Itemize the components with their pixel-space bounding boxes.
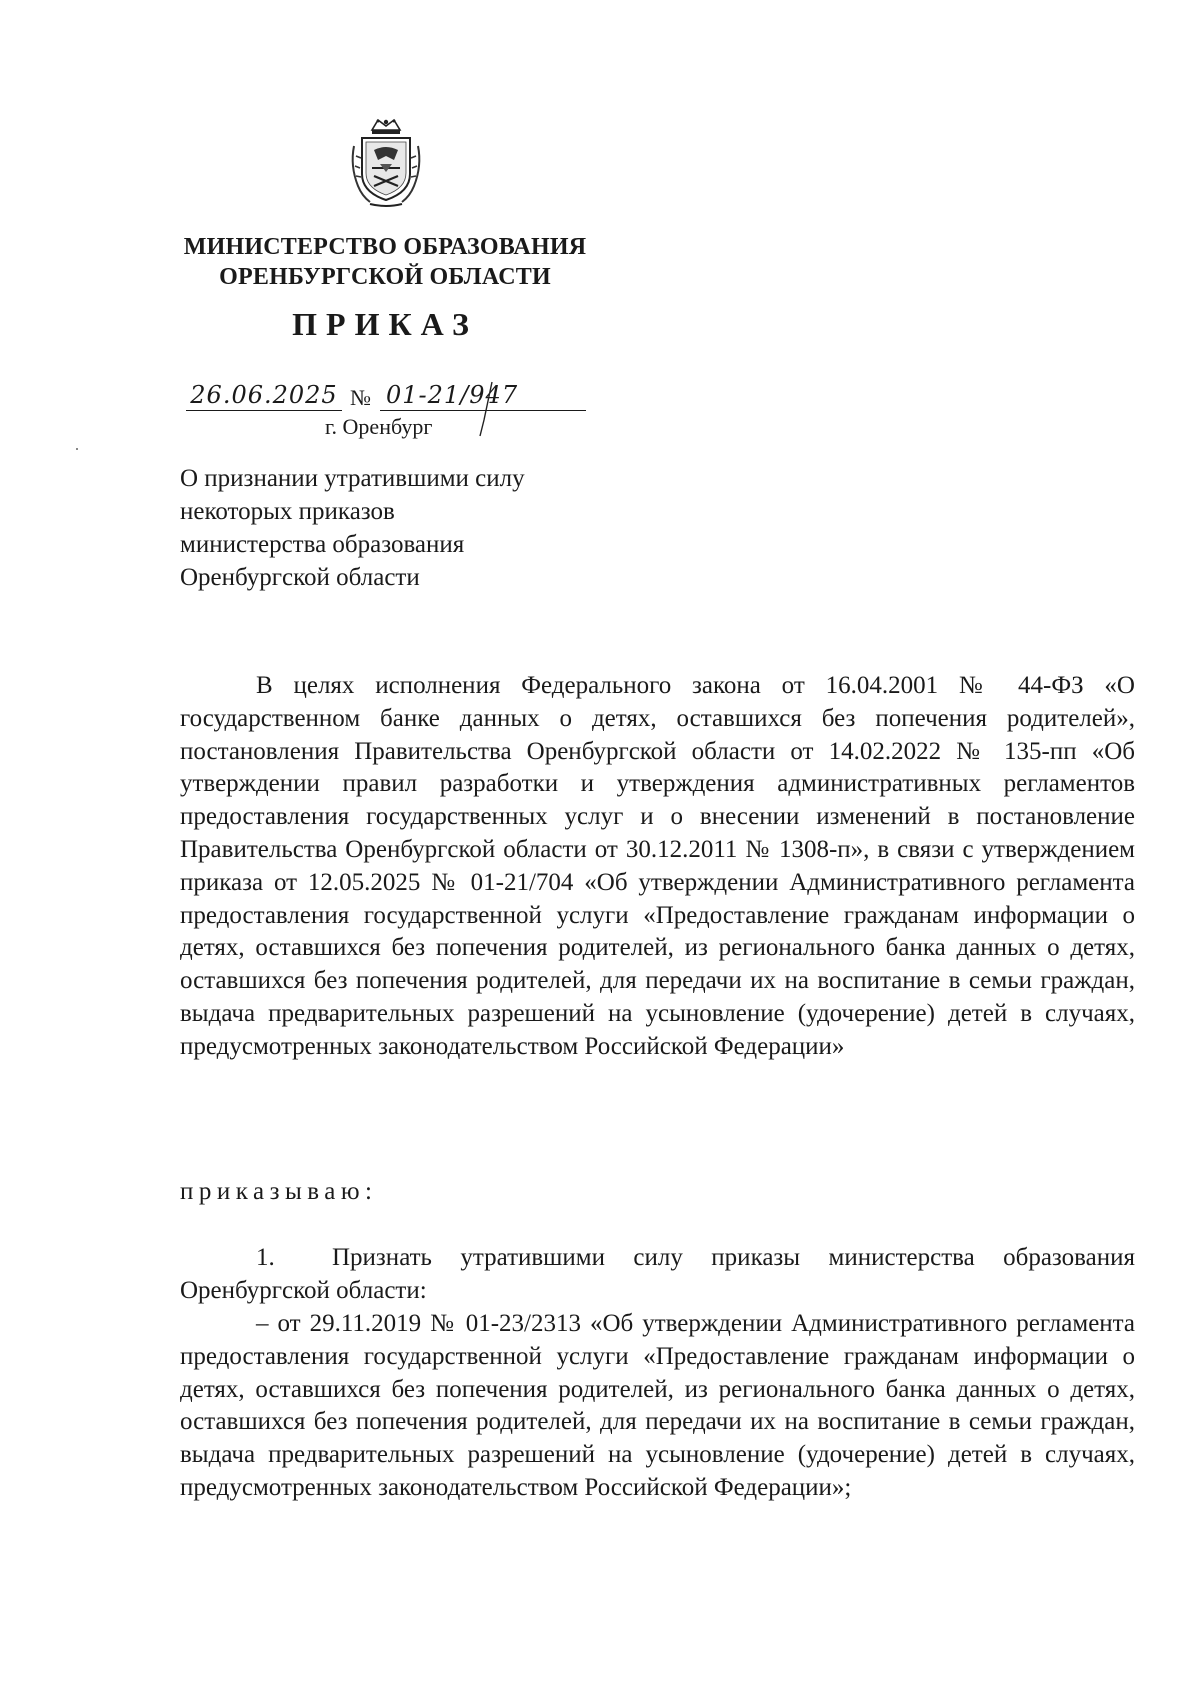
subject-line: Оренбургской области — [180, 564, 420, 591]
item-text: Признать утратившими силу приказы министерства образования Оренбургской области: — [180, 1244, 1135, 1304]
item-number: 1. — [256, 1244, 275, 1271]
registration-city: г. Оренбург — [325, 414, 433, 439]
organization-name — [160, 232, 610, 292]
organization-name-line-1: МИНИСТЕРСТВО ОБРАЗОВАНИЯ — [183, 234, 587, 260]
order-word: приказываю: — [180, 1178, 378, 1205]
order-item-1 — [180, 1242, 1135, 1308]
scan-artifact — [76, 448, 78, 450]
subject-line: О признании утратившими силу — [180, 465, 525, 492]
registration-date: 26.06.2025 — [186, 380, 342, 411]
preamble-paragraph: В целях исполнения Федерального закона от 16.04.2001 № 44-ФЗ «О государственном банке данных о детях, оставшихся без попечения родителей», постановления Правительства Оренбургской области от 14.02.2022 № 135-пп «Об утверждении правил разработки и утверждения административных регламентов предоставления государственных услуг и о внесении изменений в постановление Правительства Оренбургской области от 30.12.2011 № 1308-п», в связи с утверждением приказа от 12.05.2025 № 01-21/704 «Об утверждении Административного регламента предоставления государственной услуги «Предоставление гражданам информации о детях, оставшихся без попечения родителей, из регионального банка данных о детях, оставшихся без попечения родителей, для передачи их на воспитание в семьи граждан, выдача предварительных разрешений на усыновление (удочерение) детей в случаях, предусмотренных законодательством Российской Федерации» — [180, 672, 1135, 1060]
organization-name-line-2: ОРЕНБУРГСКОЙ ОБЛАСТИ — [219, 264, 551, 290]
registration-number: 01-21/947 — [380, 380, 586, 411]
order-sub-item: – от 29.11.2019 № 01-23/2313 «Об утверждении Административного регламента предоставления государственной услуги «Предоставление гражданам информации о детях, оставшихся без попечения родителей, из регионального банка данных о детях, оставшихся без попечения родителей, для передачи их на воспитание в семьи граждан, выдача предварительных разрешений на усыновление (удочерение) детей в случаях, предусмотренных законодательством Российской Федерации»; — [180, 1310, 1135, 1501]
document-subject — [180, 462, 600, 594]
document-type-title: ПРИКАЗ — [292, 306, 478, 342]
handwritten-stroke — [470, 380, 500, 440]
coat-of-arms-icon — [348, 116, 424, 208]
subject-line: некоторых приказов — [180, 498, 395, 525]
subject-line: министерства образования — [180, 531, 465, 558]
registration-number-label: № — [350, 385, 371, 410]
